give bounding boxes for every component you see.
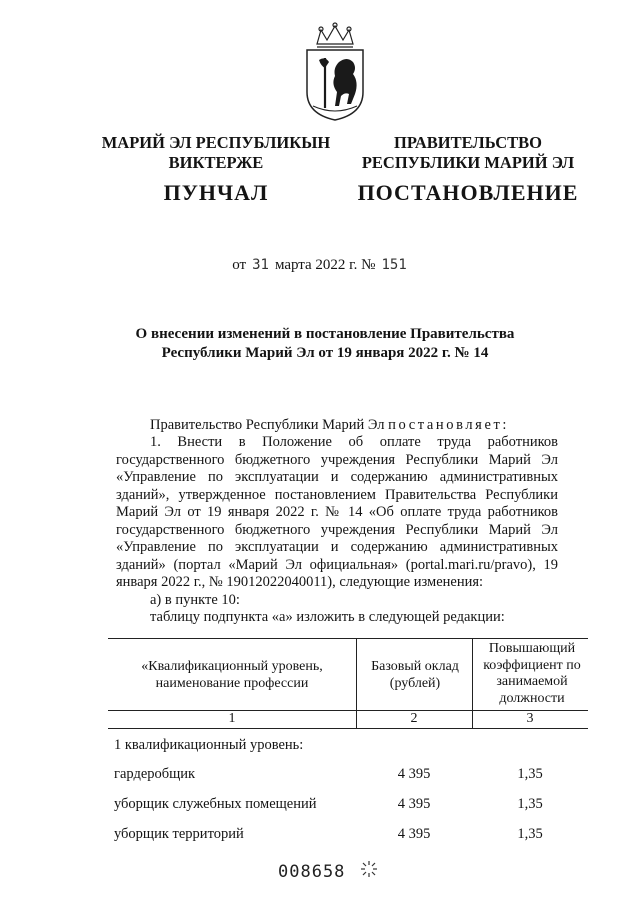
header-right-line1: ПРАВИТЕЛЬСТВО [394, 133, 542, 152]
doc-type-right: ПОСТАНОВЛЕНИЕ [357, 180, 579, 205]
row-salary: 4 395 [397, 766, 431, 782]
date-month-year: марта 2022 г. № [274, 257, 376, 273]
column-number-1: 1 [228, 711, 236, 726]
paragraph-1: 1. Внести в Положение об оплате труда работников государственного бюджетного учреждения Республики Марий Эл «Управление по эксплуатации и содержанию административных зданий», утвержденное постановлением Правительства Республики Марий Эл от 19 января 2022 г. № 14 «Об оплате труда работников государственного бюджетного учреждения Республики Марий Эл «Управление по эксплуатации и содержанию административных зданий» (портал «Марий Эл официальная» (portal.mari.ru/pravo), 19 января 2022 г., № 19012022040011), следующие изменения: [116, 434, 558, 590]
row-profession: гардеробщик [114, 766, 196, 782]
header-left [92, 133, 340, 173]
table-section-label: 1 квалификационный уровень: [114, 737, 304, 753]
intro-decree-word: постановляет: [388, 417, 510, 433]
row-profession: уборщик служебных помещений [114, 796, 317, 812]
item-a: а) в пункте 10: [150, 592, 240, 608]
row-coefficient: 1,35 [517, 796, 543, 812]
column-number-2: 2 [410, 711, 418, 726]
title-line1: О внесении изменений в постановление Правительства [135, 326, 515, 342]
table-numbers-rule [108, 728, 588, 729]
table-header-salary: Базовый оклад (рублей) [371, 659, 459, 691]
row-salary: 4 395 [397, 796, 431, 812]
document-title [100, 325, 550, 363]
header-left-line2: ВИКТЕРЖЕ [168, 153, 264, 172]
column-number-3: 3 [526, 711, 534, 726]
row-coefficient: 1,35 [517, 766, 543, 782]
document-number: 151 [381, 257, 407, 273]
date-prefix: от [232, 257, 247, 273]
table-header-coefficient: Повышающий коэффициент по занимаемой должности [483, 641, 581, 706]
intro-line [150, 417, 558, 435]
doc-type-left: ПУНЧАЛ [163, 180, 269, 205]
date-day: 31 [252, 257, 269, 273]
row-salary: 4 395 [397, 826, 431, 842]
table-header-profession: «Квалификационный уровень, наименование профессии [141, 659, 323, 691]
header-right-line2: РЕСПУБЛИКИ МАРИЙ ЭЛ [361, 153, 575, 172]
header-left-line1: МАРИЙ ЭЛ РЕСПУБЛИКЫН [101, 133, 331, 152]
row-coefficient: 1,35 [517, 826, 543, 842]
item-text: таблицу подпункта «а» изложить в следующей редакции: [150, 609, 505, 625]
row-profession: уборщик территорий [114, 826, 244, 842]
date-line [0, 257, 639, 274]
title-line2: Республики Марий Эл от 19 января 2022 г. № 14 [161, 345, 489, 361]
coat-of-arms-emblem [295, 22, 375, 122]
intro-prefix: Правительство Республики Марий Эл [150, 417, 385, 433]
header-right [340, 133, 596, 173]
serial-number: 008658 [278, 862, 346, 882]
table-top-rule [108, 638, 588, 639]
stamp-mark-icon [360, 860, 378, 878]
